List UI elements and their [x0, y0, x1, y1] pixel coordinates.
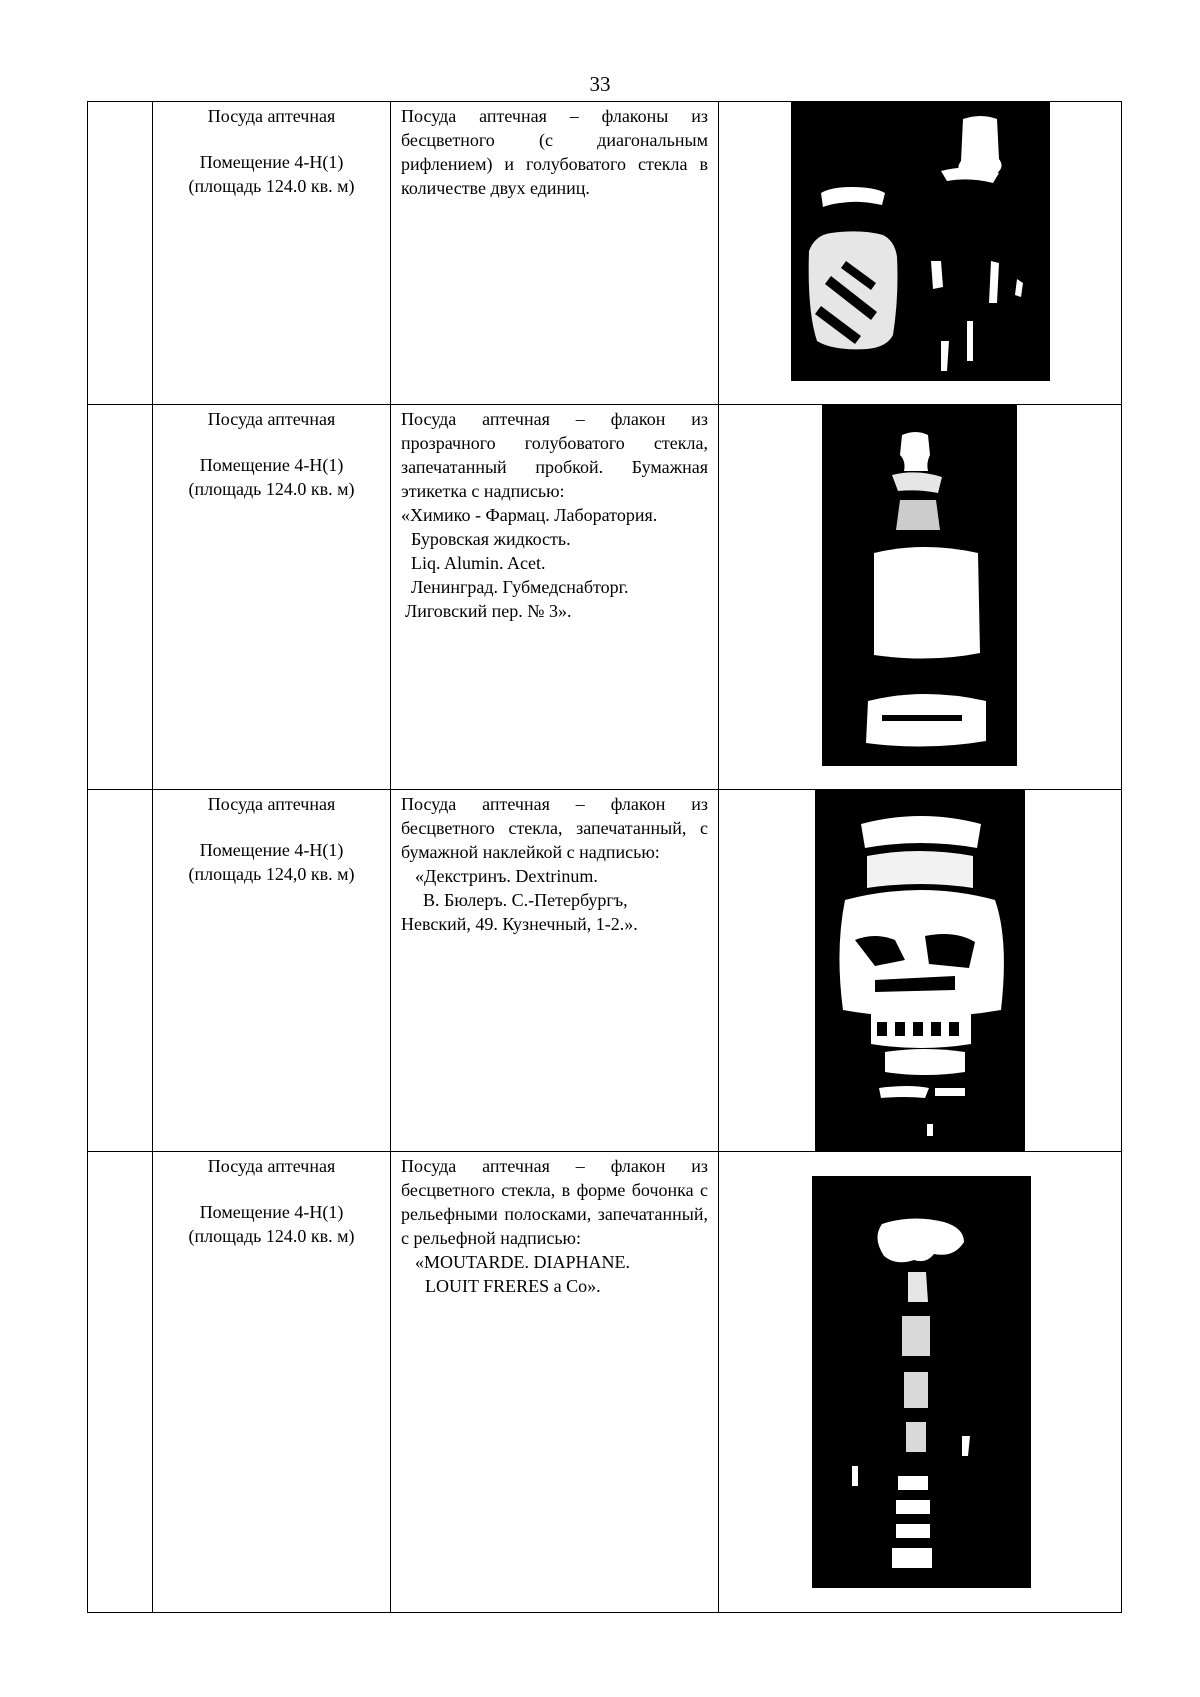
index-cell [88, 405, 153, 790]
inscription-line: Буровская жидкость. [411, 529, 571, 549]
room-label: Помещение 4-Н(1) [199, 152, 344, 172]
area-label: (площадь 124,0 кв. м) [188, 864, 355, 884]
inscription-line: В. Бюлеръ. С.-Петербургъ, [423, 890, 628, 910]
name-cell [153, 102, 391, 405]
inscription-line: «Декстринъ. Dextrinum. [415, 866, 598, 886]
name-cell [153, 1152, 391, 1613]
inventory-table [87, 101, 1122, 1613]
inscription-line: «Химико - Фармац. Лаборатория. [401, 505, 658, 525]
photo-cell [719, 790, 1122, 1152]
item-name: Посуда аптечная [207, 1156, 336, 1176]
label-inscription [401, 1250, 708, 1298]
room-label: Помещение 4-Н(1) [199, 840, 344, 860]
inscription-line: «MOUTARDE. DIAPHANE. [415, 1252, 631, 1272]
inscription-line: LOUIT FRERES a Co». [425, 1276, 601, 1296]
inscription-line: Ленинград. Губмедснабторг. [411, 577, 629, 597]
moutarde-bottle-photo [812, 1176, 1031, 1588]
page-number: 33 [589, 72, 611, 96]
index-cell [88, 790, 153, 1152]
item-name: Посуда аптечная [207, 409, 336, 429]
description-cell [391, 1152, 719, 1613]
inscription-line: Liq. Alumin. Acet. [411, 553, 546, 573]
area-label: (площадь 124.0 кв. м) [188, 479, 355, 499]
label-inscription [401, 864, 708, 936]
item-description: Посуда аптечная – флаконы из бесцветного (с диагональным рифлением) и голубоватого стекла в количестве двух единиц. [401, 106, 708, 198]
table-row [88, 405, 1122, 790]
description-cell [391, 405, 719, 790]
room-label: Помещение 4-Н(1) [199, 1202, 344, 1222]
item-description: Посуда аптечная – флакон из бесцветного стекла, в форме бочонка с рельефными полосками, запечатанный, с рельефной надписью: [401, 1156, 708, 1248]
photo-cell [719, 1152, 1122, 1613]
item-name: Посуда аптечная [207, 106, 336, 126]
description-cell [391, 102, 719, 405]
name-cell [153, 405, 391, 790]
description-cell [391, 790, 719, 1152]
table-row [88, 790, 1122, 1152]
table-row [88, 102, 1122, 405]
dextrin-jar-photo [815, 790, 1025, 1151]
item-description: Посуда аптечная – флакон из прозрачного голубоватого стекла, запечатанный пробкой. Бумажная этикетка с надписью: [401, 409, 708, 501]
item-description: Посуда аптечная – флакон из бесцветного стекла, запечатанный, с бумажной наклейкой с надписью: [401, 794, 708, 862]
index-cell [88, 102, 153, 405]
area-label: (площадь 124.0 кв. м) [188, 176, 355, 196]
labeled-bottle-photo [822, 405, 1017, 766]
room-label: Помещение 4-Н(1) [199, 455, 344, 475]
name-cell [153, 790, 391, 1152]
item-name: Посуда аптечная [207, 794, 336, 814]
label-inscription [401, 503, 708, 623]
area-label: (площадь 124.0 кв. м) [188, 1226, 355, 1246]
inscription-line: Невский, 49. Кузнечный, 1-2.». [401, 914, 638, 934]
inscription-line: Лиговский пер. № 3». [405, 601, 572, 621]
two-pharmacy-bottles-photo [791, 101, 1050, 381]
index-cell [88, 1152, 153, 1613]
photo-cell [719, 102, 1122, 405]
table-row [88, 1152, 1122, 1613]
photo-cell [719, 405, 1122, 790]
